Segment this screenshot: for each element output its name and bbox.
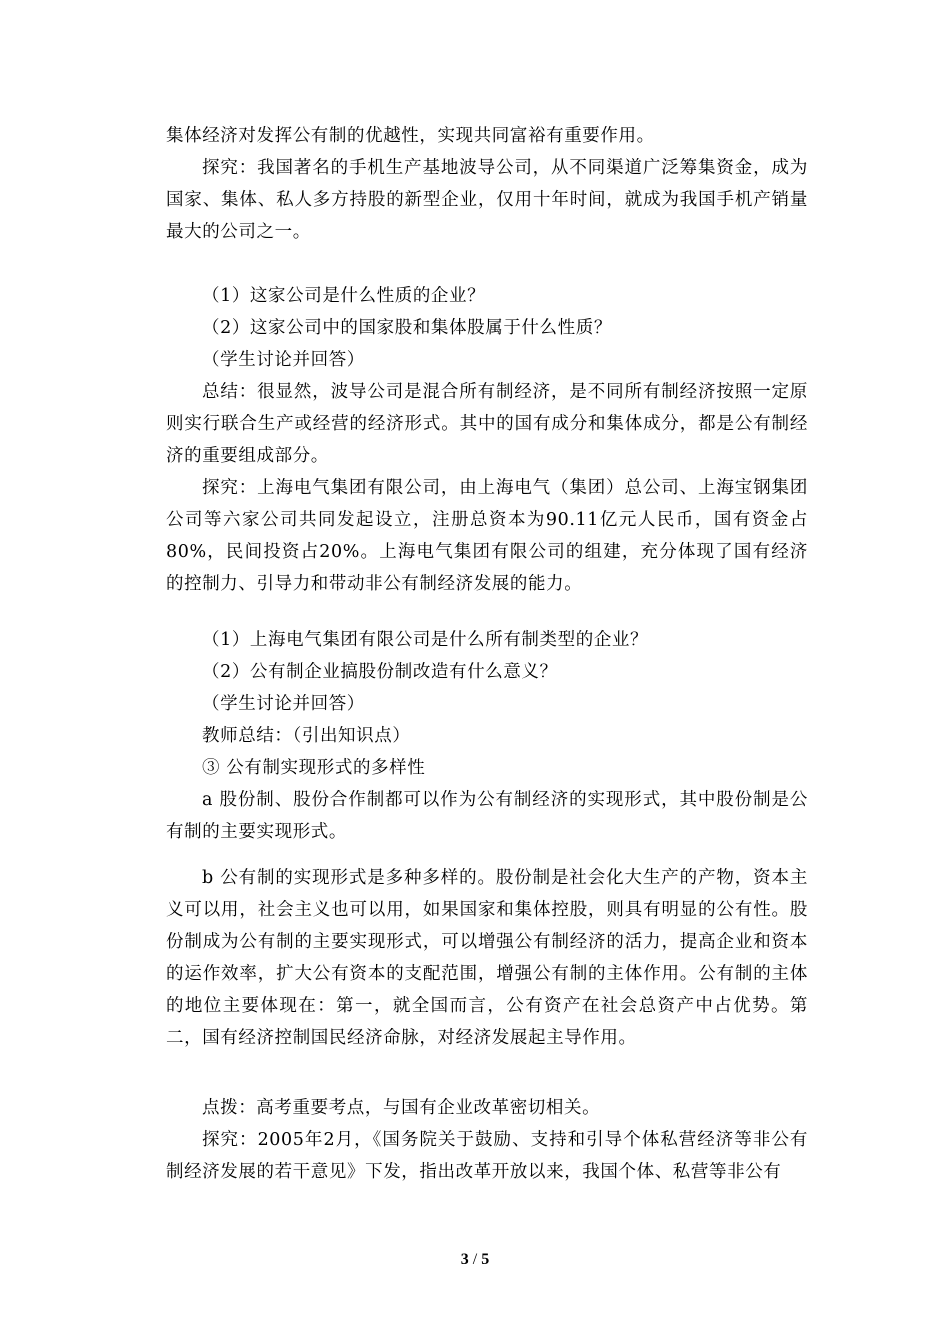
paragraph-6: 总结：很显然，波导公司是混合所有制经济，是不同所有制经济按照一定原则实行联合生产或经营的经济形式。其中的国有成分和集体成分，都是公有制经济的重要组成部分。: [166, 382, 808, 466]
paragraph-14: b 公有制的实现形式是多种多样的。股份制是社会化大生产的产物，资本主义可以用，社会主义也可以用，如果国家和集体控股，则具有明显的公有性。股份制成为公有制的主要实现形式，可以增强公有制经济的活力，提高企业和资本的运作效率，扩大公有资本的支配范围，增强公有制的主体作用。公有制的主体的地位主要体现在：第一，就全国而言，公有资产在社会总资产中占优势。第二，国有经济控制国民经济命脉，对经济发展起主导作用。: [166, 868, 808, 1048]
paragraph-4: （2）这家公司中的国家股和集体股属于什么性质？: [202, 318, 612, 338]
paragraph-3: （1）这家公司是什么性质的企业？: [202, 286, 486, 306]
paragraph-8: （1）上海电气集团有限公司是什么所有制类型的企业？: [202, 630, 649, 650]
paragraph-11: 教师总结：（引出知识点）: [202, 726, 411, 746]
paragraph-10: （学生讨论并回答）: [202, 694, 365, 714]
paragraph-16: 探究：2005年2月，《国务院关于鼓励、支持和引导个体私营经济等非公有制经济发展的若干意见》下发，指出改革开放以来，我国个体、私营等非公有: [166, 1130, 808, 1182]
paragraph-5: （学生讨论并回答）: [202, 350, 365, 370]
paragraph-9: （2）公有制企业搞股份制改造有什么意义？: [202, 662, 558, 682]
total-pages-number: 5: [481, 1251, 490, 1268]
page-number: [0, 1250, 950, 1270]
page-separator: /: [468, 1251, 482, 1268]
paragraph-1: 集体经济对发挥公有制的优越性，实现共同富裕有重要作用。: [166, 126, 655, 146]
paragraph-2: 探究：我国著名的手机生产基地波导公司，从不同渠道广泛筹集资金，成为国家、集体、私人多方持股的新型企业，仅用十年时间，就成为我国手机产销量最大的公司之一。: [166, 158, 808, 242]
section-heading: ③ 公有制实现形式的多样性: [202, 758, 426, 778]
current-page-number: 3: [460, 1251, 469, 1268]
paragraph-7: 探究：上海电气集团有限公司，由上海电气（集团）总公司、上海宝钢集团公司等六家公司共同发起设立，注册总资本为90.11亿元人民币，国有资金占80%，民间投资占20%。上海电气集团有限公司的组建，充分体现了国有经济的控制力、引导力和带动非公有制经济发展的能力。: [166, 478, 808, 594]
paragraph-15: 点拨：高考重要考点，与国有企业改革密切相关。: [202, 1098, 601, 1118]
paragraph-13: a 股份制、股份合作制都可以作为公有制经济的实现形式，其中股份制是公有制的主要实现形式。: [166, 790, 808, 842]
